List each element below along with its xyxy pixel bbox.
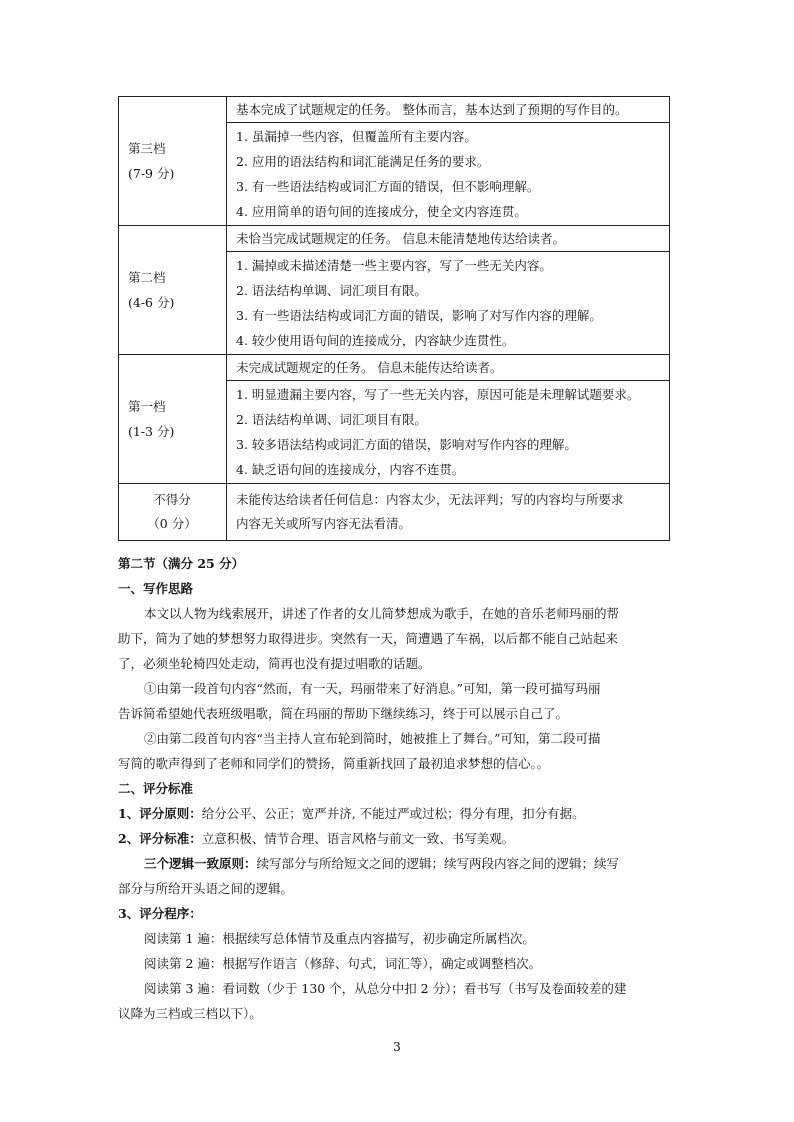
paragraph-line: 写简的歌声得到了老师和同学们的赞扬，简重新找回了最初追求梦想的信心。。 xyxy=(118,756,550,771)
level-label-cell xyxy=(119,97,227,226)
table-row xyxy=(119,484,670,541)
zero-desc-line: 内容无关或所写内容无法看清。 xyxy=(236,516,412,531)
paragraph-line: ①由第一段首句内容“然而，有一天，玛丽带来了好消息。”可知，第一段可描写玛丽 xyxy=(144,681,601,696)
detail-item: 3. 较多语法结构或词汇方面的错误，影响对写作内容的理解。 xyxy=(236,437,577,452)
logic-line xyxy=(118,851,674,876)
page-number: 3 xyxy=(393,1040,401,1054)
level-name: 不得分 xyxy=(153,492,191,507)
level-score: (7-9 分) xyxy=(128,166,175,181)
level-summary: 未完成试题规定的任务。 信息未能传达给读者。 xyxy=(227,355,670,381)
principle-text: 给分公平、公正；宽严并济, 不能过严或过松；得分有理，扣分有据。 xyxy=(201,806,585,821)
paragraph-line: 议降为三档或三档以下）。 xyxy=(118,1006,262,1021)
detail-item: 2. 语法结构单调、词汇项目有限。 xyxy=(236,283,427,298)
paragraph-line: 了，必须坐轮椅四处走动，简再也没有提过唱歌的话题。 xyxy=(118,656,431,671)
read-step: 阅读第 3 遍：看词数（少于 130 个，从总分中扣 2 分）；看书写（书写及卷面较差的建 xyxy=(144,981,627,996)
paragraph-line: 本文以人物为线索展开，讲述了作者的女儿简梦想成为歌手，在她的音乐老师玛丽的帮 xyxy=(144,606,620,621)
level-details xyxy=(227,381,670,484)
detail-item: 2. 应用的语法结构和词汇能满足任务的要求。 xyxy=(236,154,490,169)
table-row xyxy=(119,97,670,123)
level-name: 第一档 xyxy=(128,399,166,414)
level-name: 第二档 xyxy=(128,270,166,285)
level-score: (4-6 分) xyxy=(128,295,175,310)
level-details xyxy=(227,252,670,355)
detail-item: 2. 语法结构单调、词汇项目有限。 xyxy=(236,412,427,427)
level-summary: 未恰当完成试题规定的任务。 信息未能清楚地传达给读者。 xyxy=(227,226,670,252)
read-step: 阅读第 1 遍：根据续写总体情节及重点内容描写，初步确定所属档次。 xyxy=(144,931,535,946)
part-title: 一、写作思路 xyxy=(118,581,194,596)
table-row xyxy=(119,355,670,381)
detail-item: 3. 有一些语法结构或词汇方面的错误，但不影响理解。 xyxy=(236,179,540,194)
level-details xyxy=(227,123,670,226)
standard-line xyxy=(118,826,674,851)
paragraph-line: 部分与所给开头语之间的逻辑。 xyxy=(118,881,294,896)
level-summary xyxy=(227,484,670,541)
principle-line xyxy=(118,801,674,826)
grading-table xyxy=(118,96,670,541)
detail-item: 1. 明显遗漏主要内容，写了一些无关内容，原因可能是未理解试题要求。 xyxy=(236,387,640,402)
level-label-cell xyxy=(119,226,227,355)
level-summary: 基本完成了试题规定的任务。 整体而言，基本达到了预期的写作目的。 xyxy=(227,97,670,123)
read-step: 阅读第 2 遍：根据写作语言（修辞、句式，词汇等），确定或调整档次。 xyxy=(144,956,542,971)
detail-item: 1. 漏掉或未描述清楚一些主要内容，写了一些无关内容。 xyxy=(236,258,552,273)
level-label-cell xyxy=(119,355,227,484)
standard-label: 2、评分标准： xyxy=(118,831,202,846)
procedure-label: 3、评分程序： xyxy=(118,906,202,921)
detail-item: 3. 有一些语法结构或词汇方面的错误，影响了对写作内容的理解。 xyxy=(236,308,602,323)
zero-desc-line: 未能传达给读者任何信息：内容太少，无法评判；写的内容均与所要求 xyxy=(236,492,624,507)
section-two xyxy=(118,551,674,1026)
level-score: （0 分） xyxy=(147,516,197,531)
section-heading: 第二节（满分 25 分） xyxy=(118,556,245,571)
paragraph-line: 助下，简为了她的梦想努力取得进步。突然有一天，简遭遇了车祸，以后都不能自己站起来 xyxy=(118,631,619,646)
table-row xyxy=(119,226,670,252)
detail-item: 4. 缺乏语句间的连接成分，内容不连贯。 xyxy=(236,462,465,477)
standard-text: 立意积极、情节合理、语言风格与前文一致、书写美观。 xyxy=(201,831,515,846)
level-score: (1-3 分) xyxy=(128,424,175,439)
logic-label: 三个逻辑一致原则： xyxy=(144,856,257,871)
detail-item: 4. 应用简单的语句间的连接成分，使全文内容连贯。 xyxy=(236,204,527,219)
level-name: 第三档 xyxy=(128,141,166,156)
level-label-cell xyxy=(119,484,227,541)
part-title: 二、评分标准 xyxy=(118,781,194,796)
detail-item: 1. 虽漏掉一些内容，但覆盖所有主要内容。 xyxy=(236,129,477,144)
detail-item: 4. 较少使用语句间的连接成分，内容缺少连贯性。 xyxy=(236,333,515,348)
paragraph-line: 告诉简希望她代表班级唱歌，简在玛丽的帮助下继续练习，终于可以展示自己了。 xyxy=(118,706,569,721)
principle-label: 1、评分原则： xyxy=(118,806,202,821)
paragraph-line: ②由第二段首句内容“当主持人宣布轮到简时，她被推上了舞台。”可知，第二段可描 xyxy=(144,731,601,746)
logic-text: 续写部分与所给短文之间的逻辑；续写两段内容之间的逻辑；续写 xyxy=(256,856,620,871)
